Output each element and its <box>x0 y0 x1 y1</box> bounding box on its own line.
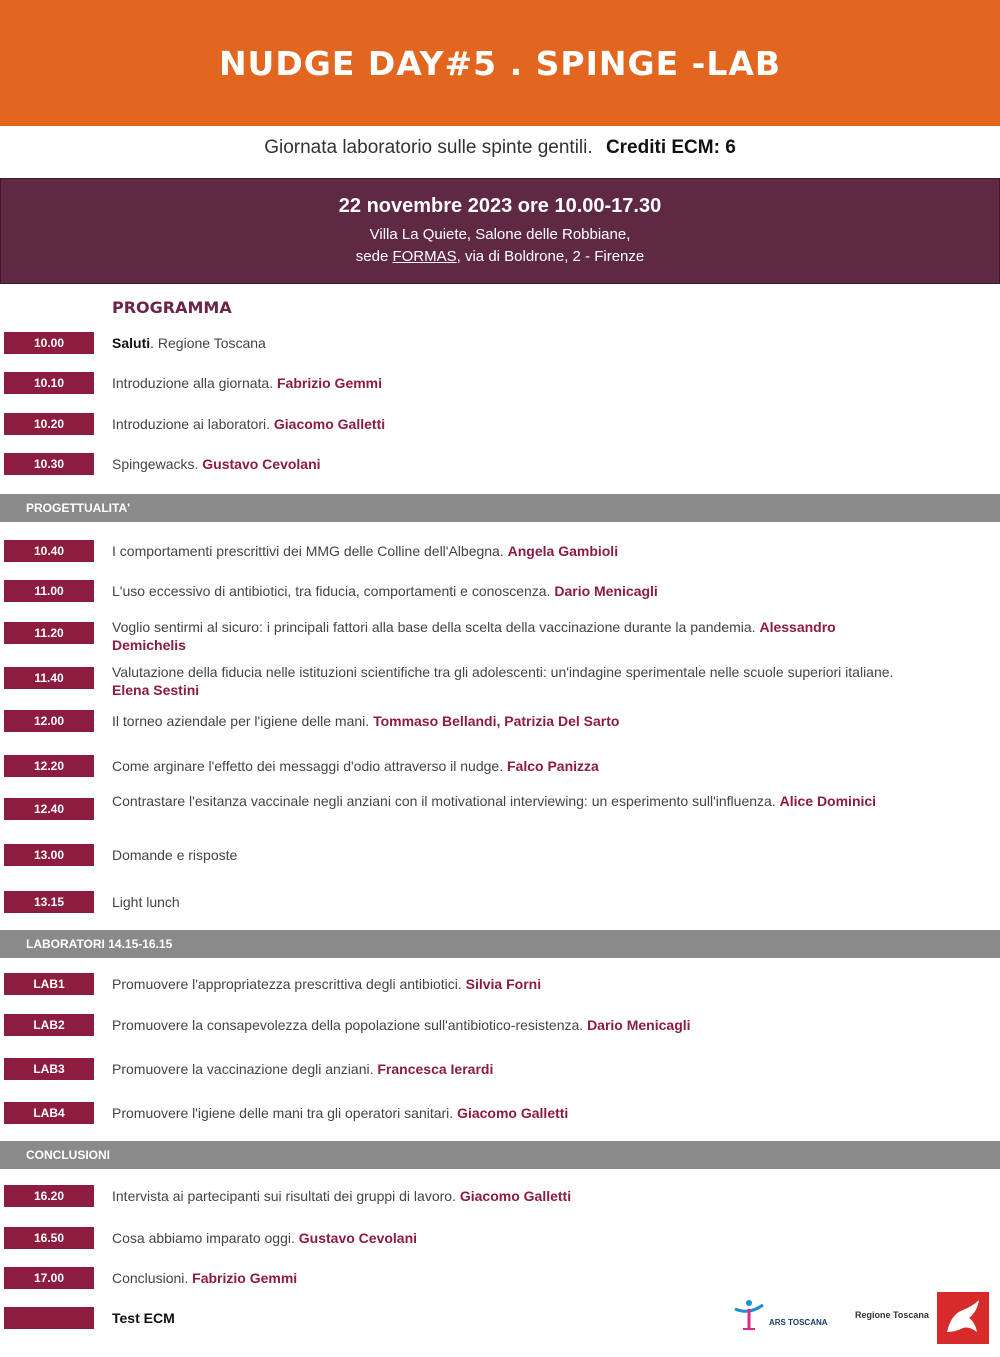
speaker-name: Francesca Ierardi <box>377 1061 494 1077</box>
speaker-name: Tommaso Bellandi, Patrizia Del Sarto <box>373 713 620 729</box>
event-location <box>1 224 999 268</box>
location-pre: sede <box>355 248 393 265</box>
session-text: Introduzione ai laboratori. <box>112 416 274 432</box>
ars-label: ARS TOSCANA <box>769 1318 828 1327</box>
session-text: Light lunch <box>112 894 180 910</box>
session-text: Valutazione della fiducia nelle istituzioni scientifiche tra gli adolescenti: un'indagine sperimentale nelle scuole superiori italiane. <box>112 664 894 680</box>
lab-text: Promuovere la vaccinazione degli anziani. <box>112 1061 378 1077</box>
logos-area <box>725 1290 995 1350</box>
session-text: Introduzione alla giornata. <box>112 375 277 391</box>
header-bar <box>0 0 1000 126</box>
ars-toscana-logo <box>725 1295 845 1335</box>
credits-text: Crediti ECM: 6 <box>605 137 736 158</box>
lab-badge: LAB4 <box>4 1102 94 1124</box>
time-badge: 11.20 <box>4 622 94 644</box>
speaker-name: Falco Panizza <box>506 758 599 774</box>
time-badge: 12.40 <box>4 798 94 820</box>
time-badge: 12.20 <box>4 755 94 777</box>
session-text: Il torneo aziendale per l'igiene delle mani. <box>112 713 374 729</box>
session-text: Intervista ai partecipanti sui risultati dei gruppi di lavoro. <box>112 1188 460 1204</box>
speaker-name: Giacomo Galletti <box>459 1188 572 1204</box>
lab-text: Promuovere l'appropriatezza prescrittiva degli antibiotici. <box>112 976 466 992</box>
time-badge: 10.40 <box>4 540 94 562</box>
session-text: Cosa abbiamo imparato oggi. <box>112 1230 299 1246</box>
session-text: L'uso eccessivo di antibiotici, tra fiducia, comportamenti e conoscenza. <box>112 583 555 599</box>
event-info-band <box>0 178 1000 284</box>
section-header-progettualita: PROGETTUALITA' <box>0 494 1000 522</box>
speaker-name: Elena Sestini <box>112 682 200 698</box>
speaker-name: Alice Dominici <box>779 793 877 809</box>
session-lead: Saluti <box>112 335 151 351</box>
session-text: Voglio sentirmi al sicuro: i principali fattori alla base della scelta della vaccinazione durante la pandemia. <box>112 619 760 635</box>
time-badge: 16.50 <box>4 1227 94 1249</box>
speaker-name: Giacomo Galletti <box>273 416 386 432</box>
page-title: NUDGE DAY#5 . SPINGE -LAB <box>218 43 782 83</box>
section-header-laboratori: LABORATORI 14.15-16.15 <box>0 930 1000 958</box>
time-badge: 11.00 <box>4 580 94 602</box>
lab-badge: LAB1 <box>4 973 94 995</box>
location-post: , via di Boldrone, 2 - Firenze <box>456 248 645 265</box>
session-text: I comportamenti prescrittivi dei MMG delle Colline dell'Albegna. <box>112 543 508 559</box>
speaker-name: Dario Menicagli <box>587 1017 691 1033</box>
time-badge: 10.20 <box>4 413 94 435</box>
time-badge <box>4 1307 94 1329</box>
time-badge: 10.30 <box>4 453 94 475</box>
test-ecm-label: Test ECM <box>112 1310 175 1326</box>
section-header-conclusioni: CONCLUSIONI <box>0 1141 1000 1169</box>
session-text: Contrastare l'esitanza vaccinale negli anziani con il motivational interviewing: un esperimento sull'influenza. <box>112 793 780 809</box>
speaker-name: Alessandro Demichelis <box>112 619 836 653</box>
lab-badge: LAB2 <box>4 1014 94 1036</box>
regione-toscana-emblem <box>937 1292 989 1344</box>
session-text: Domande e risposte <box>112 847 238 863</box>
time-badge: 10.00 <box>4 332 94 354</box>
speaker-name: Fabrizio Gemmi <box>277 375 383 391</box>
speaker-name: Fabrizio Gemmi <box>192 1270 298 1286</box>
subtitle <box>0 137 1000 159</box>
speaker-name: Dario Menicagli <box>554 583 658 599</box>
time-badge: 11.40 <box>4 667 94 689</box>
time-badge: 10.10 <box>4 372 94 394</box>
speaker-name: Angela Gambioli <box>507 543 619 559</box>
time-badge: 12.00 <box>4 710 94 732</box>
lab-badge: LAB3 <box>4 1058 94 1080</box>
speaker-name: Giacomo Galletti <box>457 1105 569 1121</box>
location-line-2 <box>1 246 999 268</box>
event-date: 22 novembre 2023 ore 10.00-17.30 <box>338 195 662 217</box>
time-badge: 17.00 <box>4 1267 94 1289</box>
speaker-name: Gustavo Cevolani <box>202 456 321 472</box>
formas-link[interactable]: FORMAS <box>392 248 457 265</box>
speaker-name: Gustavo Cevolani <box>298 1230 418 1246</box>
time-badge: 16.20 <box>4 1185 94 1207</box>
session-text: Come arginare l'effetto dei messaggi d'odio attraverso il nudge. <box>112 758 507 774</box>
session-text: . Regione Toscana <box>150 335 266 351</box>
session-text: Spingewacks. <box>112 456 203 472</box>
time-badge: 13.15 <box>4 891 94 913</box>
location-line-1: Villa La Quiete, Salone delle Robbiane, <box>369 226 631 243</box>
program-heading: PROGRAMMA <box>112 298 232 317</box>
subtitle-text: Giornata laboratorio sulle spinte gentili. <box>264 137 593 158</box>
time-badge: 13.00 <box>4 844 94 866</box>
speaker-name: Silvia Forni <box>465 976 542 992</box>
lab-text: Promuovere l'igiene delle mani tra gli operatori sanitari. <box>112 1105 458 1121</box>
lab-text: Promuovere la consapevolezza della popolazione sull'antibiotico-resistenza. <box>112 1017 588 1033</box>
session-text: Conclusioni. <box>112 1270 193 1286</box>
region-label: Regione Toscana <box>855 1310 929 1320</box>
